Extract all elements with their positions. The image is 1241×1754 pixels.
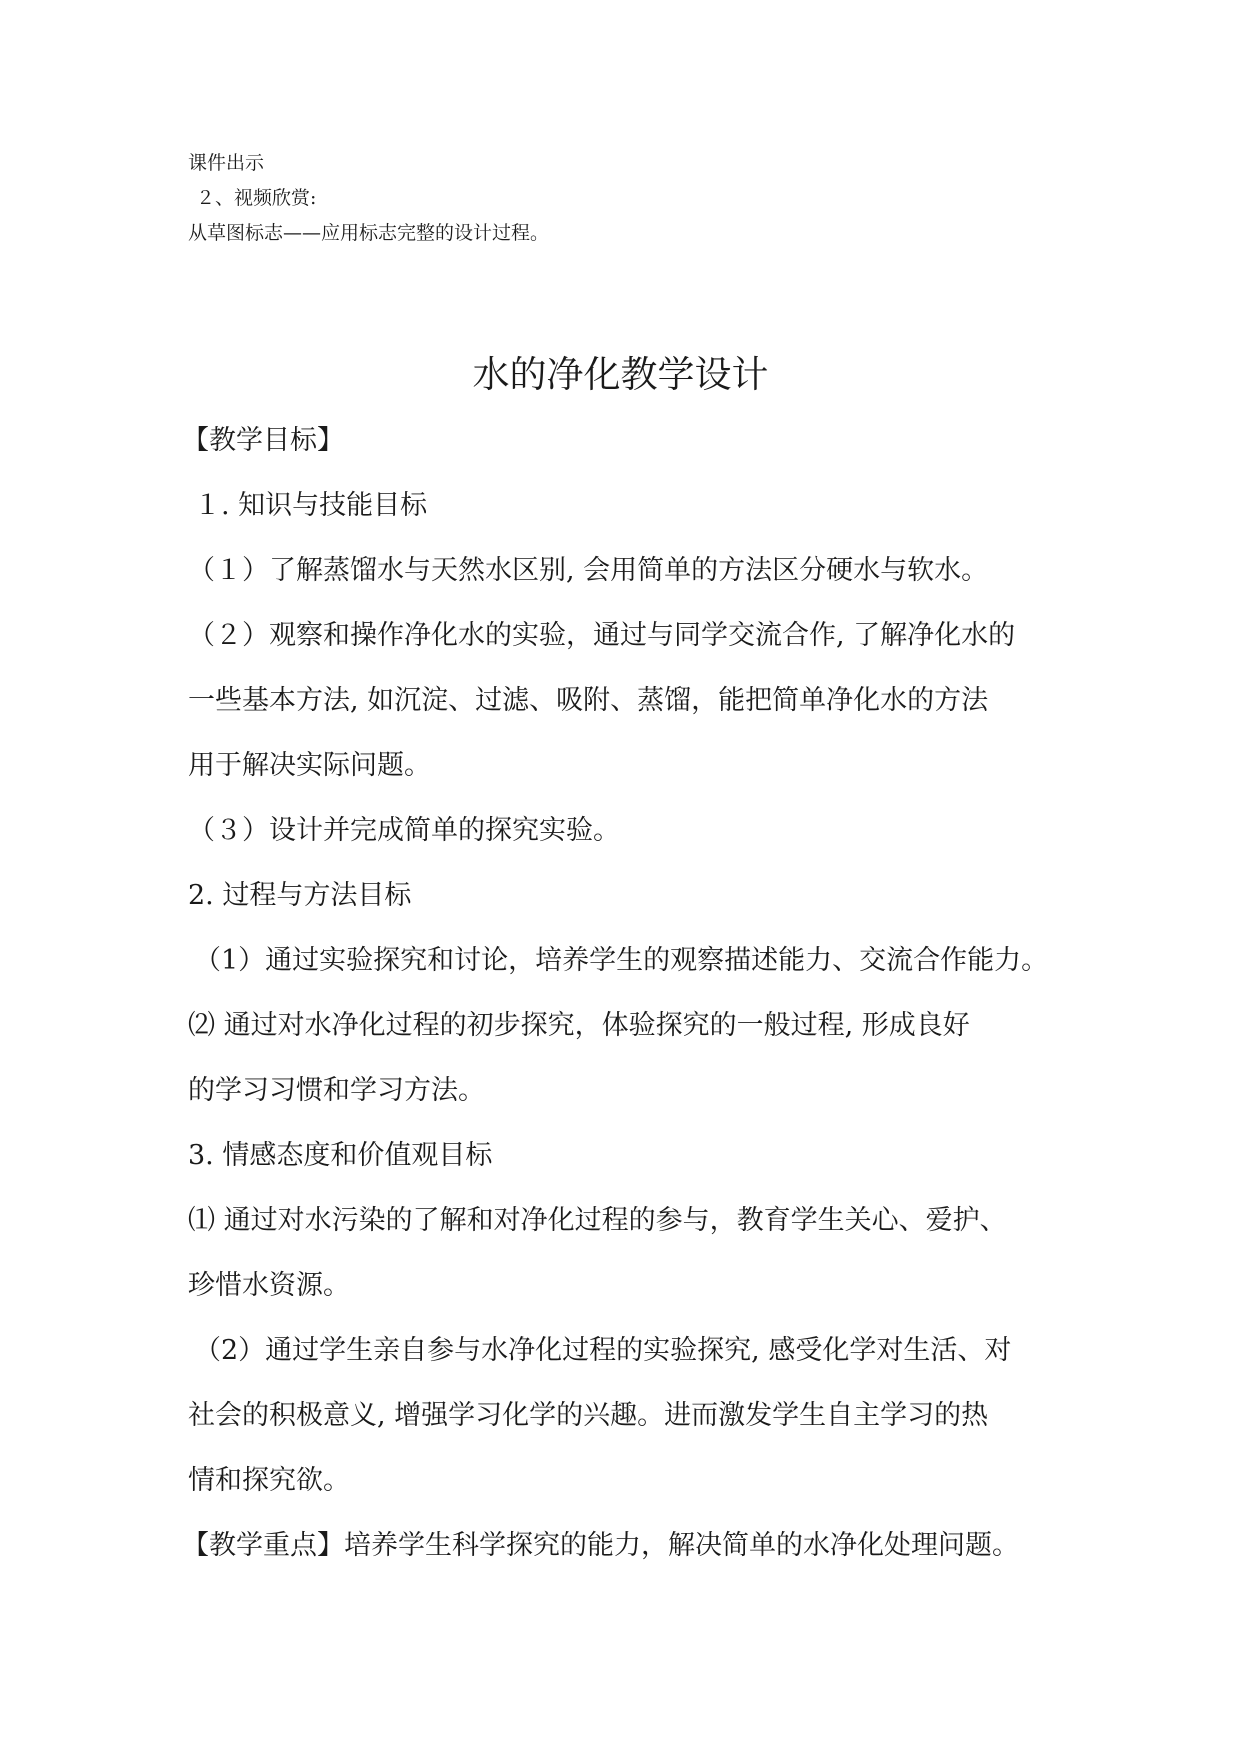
paragraph-line: 一些基本方法, 如沉淀、过滤、吸附、蒸馏，能把简单净化水的方法 (188, 685, 989, 716)
paragraph-line: （１）了解蒸馏水与天然水区别, 会用简单的方法区分硬水与软水。 (188, 555, 989, 586)
paragraph-line: （2）通过学生亲自参与水净化过程的实验探究, 感受化学对生活、对 (194, 1335, 1012, 1366)
subheading-process-method: 2. 过程与方法目标 (188, 880, 412, 911)
subheading-knowledge-skills: １. 知识与技能目标 (194, 490, 428, 521)
video-note: ２、视频欣赏: (196, 187, 317, 209)
paragraph-line: ⑴ 通过对水污染的了解和对净化过程的参与，教育学生关心、爱护、 (188, 1205, 1007, 1236)
courseware-note: 课件出示 (188, 152, 265, 174)
paragraph-line: 社会的积极意义, 增强学习化学的兴趣。进而激发学生自主学习的热 (188, 1400, 989, 1431)
design-process-note: 从草图标志——应用标志完整的设计过程。 (188, 222, 550, 244)
paragraph-line: 的学习习惯和学习方法。 (188, 1075, 485, 1106)
paragraph-line: 珍惜水资源。 (188, 1270, 350, 1301)
section-heading-key-point: 【教学重点】培养学生科学探究的能力，解决简单的水净化处理问题。 (182, 1530, 1019, 1561)
paragraph-line: 用于解决实际问题。 (188, 750, 431, 781)
paragraph-line: ⑵ 通过对水净化过程的初步探究，体验探究的一般过程, 形成良好 (188, 1010, 970, 1041)
section-heading-objectives: 【教学目标】 (182, 425, 344, 456)
paragraph-line: （２）观察和操作净化水的实验，通过与同学交流合作, 了解净化水的 (188, 620, 1016, 651)
paragraph-line: 情和探究欲。 (188, 1465, 350, 1496)
paragraph-line: （３）设计并完成简单的探究实验。 (188, 815, 620, 846)
document-title: 水的净化教学设计 (472, 353, 769, 396)
subheading-emotion-values: 3. 情感态度和价值观目标 (188, 1140, 493, 1171)
paragraph-line: （1）通过实验探究和讨论，培养学生的观察描述能力、交流合作能力。 (194, 945, 1049, 976)
